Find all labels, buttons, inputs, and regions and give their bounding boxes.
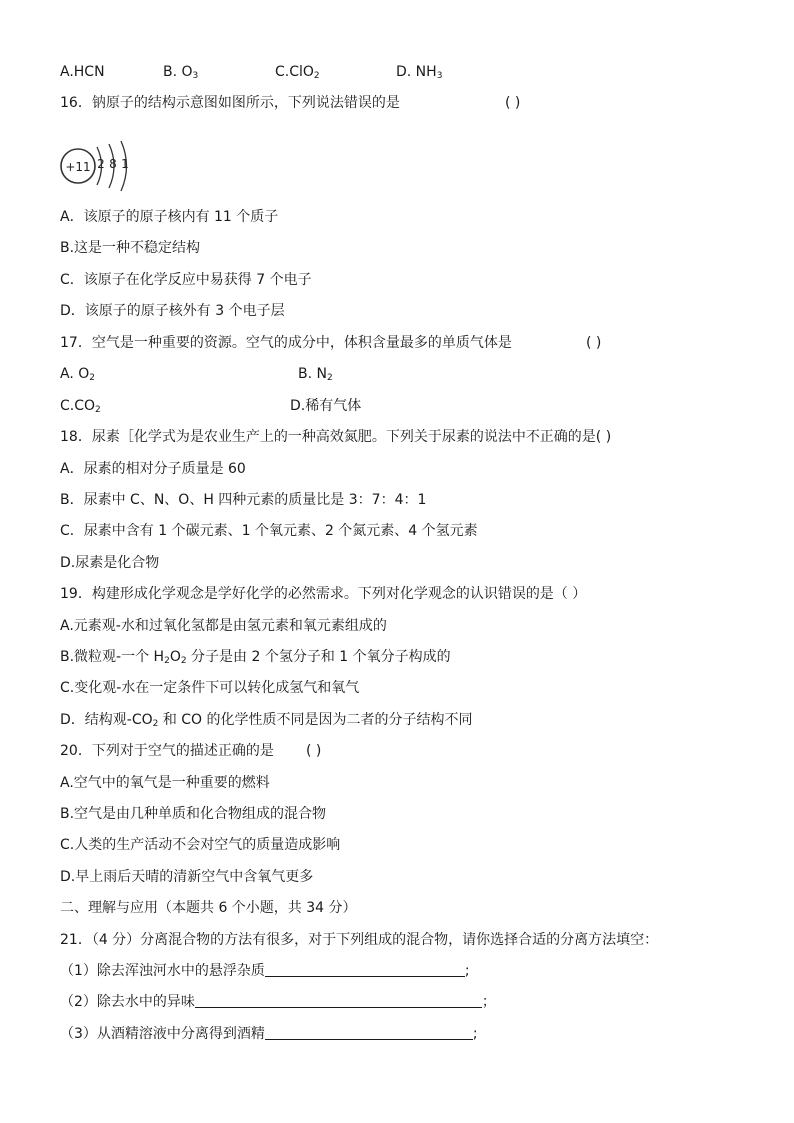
q17-option-a: A. $O_2$ <box>60 366 95 383</box>
q17-stem: 17．空气是一种重要的资源。空气的成分中，体积含量最多的单质气体是 <box>60 335 512 351</box>
q16-answer-paren: ( ) <box>505 95 521 111</box>
q16-option-a: A．该原子的原子核内有 11 个质子 <box>60 209 279 225</box>
q21-item-3-blank[interactable] <box>265 1025 473 1040</box>
q21-item-1: （1）除去浑浊河水中的悬浮杂质 ; <box>60 963 470 979</box>
sodium-atom-diagram-icon <box>56 138 136 196</box>
q21-item-2: （2）除去水中的异味 ； <box>60 994 496 1010</box>
q19-option-a: A.元素观-水和过氧化氢都是由氢元素和氧元素组成的 <box>60 618 387 634</box>
q20-answer-paren: ( ) <box>306 743 322 759</box>
q19-option-d: D．结构观$-CO_2$ 和 CO 的化学性质不同是因为二者的分子结构不同 <box>60 712 473 729</box>
q21-item-1-blank[interactable] <box>265 962 465 977</box>
q19-stem: 19．构建形成化学观念是学好化学的必然需求。下列对化学观念的认识错误的是（ ） <box>60 586 587 602</box>
q21-stem: 21．（4 分）分离混合物的方法有很多，对于下列组成的混合物，请你选择合适的分离方法填空： <box>60 932 659 948</box>
q18-stem: 18．尿素［化学式为是农业生产上的一种高效氮肥。下列关于尿素的说法中不正确的是( ) <box>60 429 612 445</box>
q20-option-b: B.空气是由几种单质和化合物组成的混合物 <box>60 806 327 822</box>
nucleus-charge: +11 <box>65 160 91 174</box>
q20-option-c: C.人类的生产活动不会对空气的质量造成影响 <box>60 837 341 853</box>
q18-option-c: C．尿素中含有 1 个碳元素、1 个氧元素、2 个氮元素、4 个氢元素 <box>60 523 478 539</box>
q16-option-c: C．该原子在化学反应中易获得 7 个电子 <box>60 272 312 288</box>
q18-option-b: B．尿素中 C、N、O、H 四种元素的质量比是 3：7：4：1 <box>60 492 427 508</box>
q17-option-c: $C.CO_2$ <box>60 398 101 415</box>
q17-answer-paren: ( ) <box>586 335 602 351</box>
q15-option-d: D. $NH_3$ <box>396 64 443 81</box>
q17-option-d: D.稀有气体 <box>290 398 362 414</box>
q19-option-b: B.微粒观-一个 $H_2O_2$ 分子是由 2 个氢分子和 1 个氧分子构成的 <box>60 649 451 666</box>
q20-option-a: A.空气中的氧气是一种重要的燃料 <box>60 775 270 791</box>
q18-option-d: D.尿素是化合物 <box>60 555 160 571</box>
q15-option-a: A.HCN <box>60 64 105 80</box>
q18-option-a: A．尿素的相对分子质量是 60 <box>60 461 246 477</box>
q19-option-c: C.变化观-水在一定条件下可以转化成氢气和氧气 <box>60 680 360 696</box>
q20-stem: 20．下列对于空气的描述正确的是 <box>60 743 274 759</box>
q16-stem: 16．钠原子的结构示意图如图所示，下列说法错误的是 <box>60 95 400 111</box>
q16-option-b: B.这是一种不稳定结构 <box>60 240 201 256</box>
q15-option-b: B. $O_3$ <box>163 64 199 81</box>
q17-option-b: B. $N_2$ <box>298 366 333 383</box>
section-2-heading: 二、理解与应用（本题共 6 个小题，共 34 分） <box>60 900 357 916</box>
shell-1-electrons: 2 <box>97 157 105 171</box>
q16-option-d: D．该原子的原子核外有 3 个电子层 <box>60 303 285 319</box>
shell-2-electrons: 8 <box>109 157 117 171</box>
q20-option-d: D.早上雨后天晴的清新空气中含氧气更多 <box>60 869 314 885</box>
q15-option-c: C.ClO$_2$ <box>275 64 320 81</box>
q21-item-3: （3）从酒精溶液中分离得到酒精 ; <box>60 1026 478 1042</box>
shell-3-electrons: 1 <box>121 157 129 171</box>
q21-item-2-blank[interactable] <box>195 993 482 1008</box>
q18-answer-paren: ) <box>601 429 612 445</box>
